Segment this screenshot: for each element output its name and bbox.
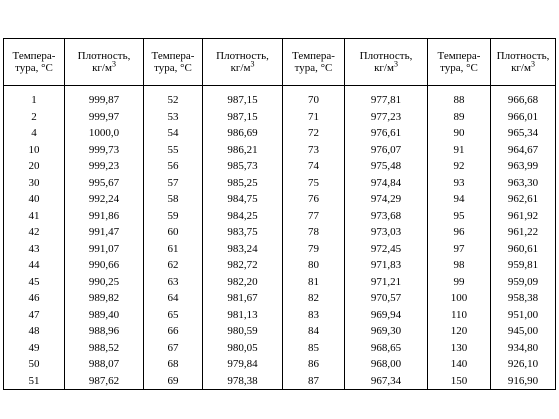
temperature-cell: 68 [144,356,203,373]
table-row [4,241,556,258]
temperature-cell: 51 [4,373,65,390]
temperature-cell: 4 [4,125,65,142]
density-cell: 978,38 [203,373,283,390]
density-cell: 966,68 [491,92,556,109]
temperature-cell: 41 [4,208,65,225]
density-cell: 987,62 [65,373,144,390]
header-line1: Темпера- [151,50,195,62]
density-cell: 999,87 [65,92,144,109]
density-cell: 990,66 [65,257,144,274]
density-cell: 964,67 [491,142,556,159]
density-cell: 916,90 [491,373,556,390]
temperature-cell: 90 [428,125,491,142]
temperature-cell: 95 [428,208,491,225]
density-cell: 975,48 [345,158,428,175]
density-cell: 990,25 [65,274,144,291]
temperature-cell: 92 [428,158,491,175]
temperature-cell: 120 [428,323,491,340]
header-line1: Темпера- [437,50,481,62]
temperature-cell: 20 [4,158,65,175]
density-cell: 968,65 [345,340,428,357]
header-line2: тура, °С [15,62,53,74]
temperature-cell: 100 [428,290,491,307]
density-cell: 989,82 [65,290,144,307]
temperature-cell: 99 [428,274,491,291]
temperature-cell: 69 [144,373,203,390]
temperature-cell: 96 [428,224,491,241]
table-row [4,323,556,340]
temperature-cell: 61 [144,241,203,258]
density-cell: 969,94 [345,307,428,324]
density-cell: 995,67 [65,175,144,192]
density-cell: 973,68 [345,208,428,225]
temperature-cell: 52 [144,92,203,109]
temperature-cell: 91 [428,142,491,159]
temperature-cell: 82 [283,290,345,307]
header-line1: Плотность, [77,50,131,62]
table-row [4,109,556,126]
temperature-cell: 87 [283,373,345,390]
header-line2-wrap [491,59,555,74]
temperature-cell: 67 [144,340,203,357]
header-temperature-4 [428,39,491,86]
density-cell: 973,03 [345,224,428,241]
header-line2-wrap [283,62,344,74]
density-cell: 974,84 [345,175,428,192]
table-header [4,39,556,86]
header-line1: Плотность, [359,50,413,62]
header-line2-wrap [203,59,282,74]
temperature-cell: 62 [144,257,203,274]
temperature-cell: 45 [4,274,65,291]
temperature-cell: 58 [144,191,203,208]
density-cell: 987,15 [203,109,283,126]
header-unit-exponent: 3 [111,59,116,69]
header-density-1 [65,39,144,86]
temperature-cell: 78 [283,224,345,241]
header-line2: тура, °С [154,62,192,74]
temperature-cell: 30 [4,175,65,192]
density-cell: 962,61 [491,191,556,208]
header-temperature-1 [4,39,65,86]
density-cell: 991,86 [65,208,144,225]
header-line1: Плотность, [496,50,550,62]
density-cell: 984,25 [203,208,283,225]
density-cell: 985,73 [203,158,283,175]
header-unit-exponent: 3 [393,59,398,69]
temperature-cell: 46 [4,290,65,307]
table-row [4,158,556,175]
density-cell: 963,30 [491,175,556,192]
temperature-cell: 48 [4,323,65,340]
density-cell: 965,34 [491,125,556,142]
temperature-cell: 72 [283,125,345,142]
density-cell: 991,47 [65,224,144,241]
density-cell: 970,57 [345,290,428,307]
temperature-cell: 47 [4,307,65,324]
temperature-cell: 73 [283,142,345,159]
density-cell: 974,29 [345,191,428,208]
temperature-cell: 55 [144,142,203,159]
density-cell: 934,80 [491,340,556,357]
table-row [4,224,556,241]
header-temperature-2 [144,39,203,86]
temperature-cell: 130 [428,340,491,357]
density-cell: 979,84 [203,356,283,373]
density-cell: 971,83 [345,257,428,274]
density-cell: 983,24 [203,241,283,258]
temperature-cell: 63 [144,274,203,291]
temperature-cell: 77 [283,208,345,225]
temperature-cell: 84 [283,323,345,340]
temperature-cell: 56 [144,158,203,175]
temperature-cell: 81 [283,274,345,291]
density-cell: 967,34 [345,373,428,390]
temperature-cell: 60 [144,224,203,241]
density-cell: 982,72 [203,257,283,274]
temperature-cell: 10 [4,142,65,159]
density-cell: 991,07 [65,241,144,258]
header-line2-wrap [4,62,64,74]
table-body [4,86,556,390]
temperature-cell: 86 [283,356,345,373]
temperature-cell: 43 [4,241,65,258]
temperature-cell: 89 [428,109,491,126]
density-cell: 976,61 [345,125,428,142]
density-cell: 980,05 [203,340,283,357]
temperature-cell: 140 [428,356,491,373]
header-temperature-3 [283,39,345,86]
temperature-cell: 75 [283,175,345,192]
header-line2-wrap [65,59,143,74]
table-row [4,175,556,192]
temperature-cell: 1 [4,92,65,109]
table-row [4,92,556,109]
temperature-cell: 76 [283,191,345,208]
table-row [4,257,556,274]
table-row [4,191,556,208]
density-cell: 963,99 [491,158,556,175]
density-cell: 961,22 [491,224,556,241]
temperature-cell: 42 [4,224,65,241]
header-density-4 [491,39,556,86]
density-cell: 977,81 [345,92,428,109]
header-unit-exponent: 3 [250,59,255,69]
density-cell: 959,81 [491,257,556,274]
density-cell: 999,97 [65,109,144,126]
header-line2: тура, °С [294,62,333,74]
density-cell: 972,45 [345,241,428,258]
density-cell: 988,52 [65,340,144,357]
density-cell: 987,15 [203,92,283,109]
density-cell: 999,73 [65,142,144,159]
header-line2: кг/м [230,62,251,74]
density-cell: 989,40 [65,307,144,324]
header-line2: кг/м [92,62,112,74]
temperature-cell: 49 [4,340,65,357]
density-cell: 982,20 [203,274,283,291]
temperature-cell: 2 [4,109,65,126]
header-line2: кг/м [511,62,531,74]
density-cell: 1000,0 [65,125,144,142]
temperature-cell: 59 [144,208,203,225]
temperature-cell: 44 [4,257,65,274]
header-line1: Темпера- [12,50,56,62]
temperature-cell: 53 [144,109,203,126]
density-cell: 980,59 [203,323,283,340]
density-cell: 984,75 [203,191,283,208]
temperature-cell: 98 [428,257,491,274]
temperature-cell: 40 [4,191,65,208]
temperature-cell: 65 [144,307,203,324]
temperature-cell: 85 [283,340,345,357]
table-row [4,340,556,357]
density-cell: 986,69 [203,125,283,142]
temperature-cell: 54 [144,125,203,142]
density-cell: 966,01 [491,109,556,126]
density-cell: 988,96 [65,323,144,340]
table-row [4,142,556,159]
temperature-cell: 110 [428,307,491,324]
density-cell: 959,09 [491,274,556,291]
water-density-table [3,38,556,390]
table-row [4,373,556,390]
temperature-cell: 150 [428,373,491,390]
density-cell: 981,13 [203,307,283,324]
density-cell: 981,67 [203,290,283,307]
density-cell: 951,00 [491,307,556,324]
temperature-cell: 97 [428,241,491,258]
density-cell: 976,07 [345,142,428,159]
table-row [4,290,556,307]
density-cell: 977,23 [345,109,428,126]
header-line2: кг/м [374,62,394,74]
temperature-cell: 79 [283,241,345,258]
header-line1: Плотность, [216,50,269,62]
table-row [4,274,556,291]
temperature-cell: 83 [283,307,345,324]
header-line2-wrap [144,62,202,74]
table-row [4,125,556,142]
density-cell: 968,00 [345,356,428,373]
density-cell: 926,10 [491,356,556,373]
density-cell: 983,75 [203,224,283,241]
temperature-cell: 64 [144,290,203,307]
density-cell: 992,24 [65,191,144,208]
density-cell: 971,21 [345,274,428,291]
header-density-3 [345,39,428,86]
temperature-cell: 80 [283,257,345,274]
density-cell: 958,38 [491,290,556,307]
header-line2-wrap [428,62,490,74]
header-line2-wrap [345,59,427,74]
temperature-cell: 71 [283,109,345,126]
temperature-cell: 50 [4,356,65,373]
header-line2: тура, °С [440,62,478,74]
temperature-cell: 93 [428,175,491,192]
temperature-cell: 66 [144,323,203,340]
temperature-cell: 94 [428,191,491,208]
table-row [4,208,556,225]
header-density-2 [203,39,283,86]
density-cell: 960,61 [491,241,556,258]
header-row [4,39,556,86]
temperature-cell: 57 [144,175,203,192]
temperature-cell: 70 [283,92,345,109]
table-row [4,356,556,373]
density-cell: 945,00 [491,323,556,340]
header-unit-exponent: 3 [530,59,535,69]
density-cell: 985,25 [203,175,283,192]
table-row [4,307,556,324]
density-cell: 961,92 [491,208,556,225]
density-cell: 988,07 [65,356,144,373]
temperature-cell: 74 [283,158,345,175]
temperature-cell: 88 [428,92,491,109]
density-cell: 999,23 [65,158,144,175]
density-cell: 969,30 [345,323,428,340]
header-line1: Темпера- [292,50,335,62]
density-cell: 986,21 [203,142,283,159]
